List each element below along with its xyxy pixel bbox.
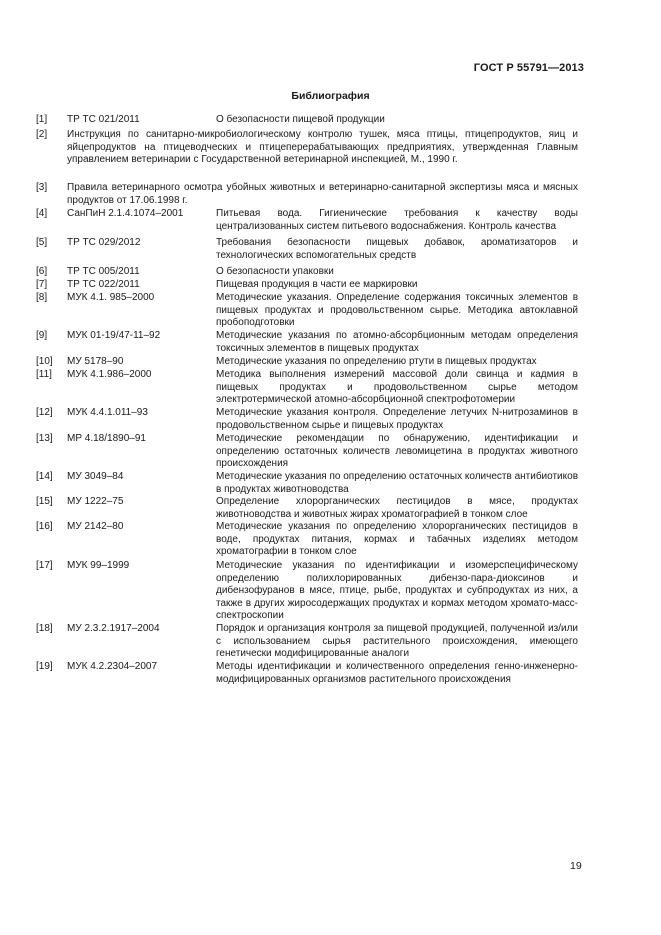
reference-code: МУК 4.2.2304–2007 <box>67 661 158 672</box>
reference-title: Методические указания по определению остаточных количеств антибиотиков в продуктах животноводства <box>216 471 578 495</box>
document-code: ГОСТ Р 55791—2013 <box>473 62 584 74</box>
reference-number: [3] <box>36 182 48 193</box>
reference-title: Методические указания по определению хлорорганических пестицидов в воде, продуктах питания, кормах и табачных изделиях методом хроматографии в тонком слое <box>216 521 578 558</box>
reference-code: МУК 99–1999 <box>67 560 130 571</box>
reference-title: Определение хлорорганических пестицидов в мясе, продуктах животноводства и животных жирах хроматографией в тонком слое <box>216 496 578 520</box>
reference-title: Правила ветеринарного осмотра убойных животных и ветеринарно-санитарной экспертизы мяса и мясных продуктов от 17.06.1998 г. <box>67 182 578 206</box>
reference-title: Питьевая вода. Гигиенические требования к качеству воды централизованных систем питьевого водоснабжения. Контроль качества <box>216 208 578 232</box>
reference-title: Методические указания контроля. Определение летучих N-нитрозаминов в продовольственном сырье и пищевых продуктах <box>216 407 578 431</box>
reference-number: [15] <box>36 496 53 507</box>
reference-number: [9] <box>36 330 48 341</box>
reference-title: Инструкция по санитарно-микробиологическому контролю тушек, мяса птицы, птицепродуктов, яиц и яйцепродуктов на птицеводческих и птицеперерабатывающих предприятиях, утвержденная Главным управлением ветеринарии с Государственной ветеринарной инспекцией, М., 1990 г. <box>67 129 578 166</box>
reference-title: Методика выполнения измерений массовой доли свинца и кадмия в пищевых продуктах и продовольственном сырье методом электротермической атомно-абсорбционной спектрофотомерии <box>216 369 578 406</box>
reference-title: Требования безопасности пищевых добавок, ароматизаторов и технологических вспомогательных средств <box>216 237 578 261</box>
reference-title: Методические указания. Определение содержания токсичных элементов в пищевых продуктах и продовольственном сырье. Методика автоклавной пробоподготовки <box>216 292 578 329</box>
reference-number: [6] <box>36 266 48 277</box>
reference-code: МУ 2.3.2.1917–2004 <box>67 623 160 634</box>
reference-number: [17] <box>36 560 53 571</box>
reference-code: СанПиН 2.1.4.1074–2001 <box>67 208 184 219</box>
reference-title: Методические указания по определению ртути в пищевых продуктах <box>216 356 537 367</box>
reference-title: О безопасности пищевой продукции <box>216 114 385 125</box>
bibliography-title: Библиография <box>291 90 370 102</box>
reference-code: МУ 1222–75 <box>67 496 124 507</box>
reference-code: МУК 01-19/47-11–92 <box>67 330 161 341</box>
reference-number: [4] <box>36 208 48 219</box>
reference-number: [11] <box>36 369 52 380</box>
reference-code: МУ 2142–80 <box>67 521 124 532</box>
reference-code: МУК 4.1. 985–2000 <box>67 292 155 303</box>
reference-number: [10] <box>36 356 53 367</box>
reference-code: МУ 5178–90 <box>67 356 124 367</box>
reference-number: [16] <box>36 521 53 532</box>
reference-number: [1] <box>36 114 48 125</box>
reference-number: [5] <box>36 237 48 248</box>
reference-title: Методические указания по атомно-абсорбционным методам определения токсичных элементов в пищевых продуктах <box>216 330 578 354</box>
reference-code: ТР ТС 029/2012 <box>67 237 141 248</box>
reference-title: Методические указания по идентификации и изомерспецифическому определению полихлорированных дибензо-пара-диоксинов и дибензофуранов в мясе, птице, рыбе, продуктах и субпродуктах из них, а также в других жиросодержащих продуктах и кормах методом хромато-масс-спектроскопии <box>216 560 578 622</box>
reference-code: МУК 4.1.986–2000 <box>67 369 152 380</box>
reference-code: МР 4.18/1890–91 <box>67 433 146 444</box>
reference-title: Порядок и организация контроля за пищевой продукцией, полученной из/или с использованием сырья растительного происхождения, имеющего генетически модифицированные аналоги <box>216 623 578 660</box>
reference-code: ТР ТС 005/2011 <box>67 266 140 277</box>
reference-number: [14] <box>36 471 53 482</box>
reference-code: ТР ТС 021/2011 <box>67 114 140 125</box>
reference-number: [18] <box>36 623 53 634</box>
reference-number: [13] <box>36 433 53 444</box>
reference-title: Пищевая продукция в части ее маркировки <box>216 279 418 290</box>
reference-title: О безопасности упаковки <box>216 266 334 277</box>
reference-title: Методы идентификации и количественного определения генно-инженерно-модифицированных организмов растительного происхождения <box>216 661 578 685</box>
reference-number: [7] <box>36 279 48 290</box>
page-number: 19 <box>570 860 582 872</box>
reference-number: [2] <box>36 129 48 140</box>
reference-number: [19] <box>36 661 53 672</box>
reference-code: МУ 3049–84 <box>67 471 124 482</box>
reference-number: [12] <box>36 407 53 418</box>
reference-code: ТР ТС 022/2011 <box>67 279 140 290</box>
reference-title: Методические рекомендации по обнаружению, идентификации и определению остаточных количеств левомицетина в продуктах животного происхождения <box>216 433 578 470</box>
reference-code: МУК 4.4.1.011–93 <box>67 407 148 418</box>
reference-number: [8] <box>36 292 48 303</box>
